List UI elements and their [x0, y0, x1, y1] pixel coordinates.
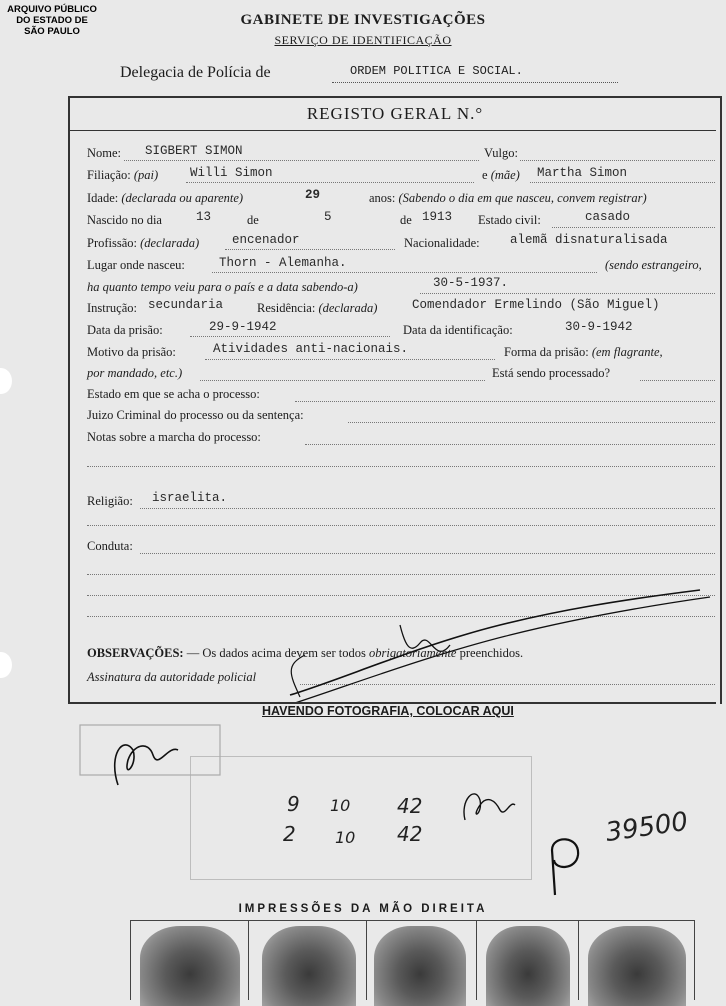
- instrucao-value: secundaria: [148, 298, 224, 312]
- dotted-line: [190, 336, 390, 337]
- fingerprint: [374, 926, 466, 1006]
- anos-label: [369, 191, 647, 206]
- stamp-date-month: 10: [335, 828, 356, 847]
- nome-value: SIGBERT SIMON: [145, 144, 243, 158]
- divider: [70, 130, 716, 131]
- mae-value: Martha Simon: [537, 166, 628, 180]
- mae-e: e: [482, 168, 488, 182]
- idade-hint: (declarada ou aparente): [121, 191, 244, 205]
- dotted-line: [186, 182, 474, 183]
- finger-divider: [476, 920, 477, 1000]
- dotted-line: [87, 466, 715, 467]
- dotted-line: [124, 160, 479, 161]
- profissao-value: encenador: [232, 233, 300, 247]
- dotted-line: [520, 160, 715, 161]
- profissao-label: [87, 236, 199, 251]
- forma-label: [504, 345, 663, 360]
- stamp-date-day: 2: [283, 822, 296, 846]
- finger-divider: [248, 920, 249, 1000]
- ano-value: 1913: [422, 210, 453, 224]
- stamp-date-month: 10: [330, 796, 351, 815]
- initials-scrawl: [78, 715, 228, 795]
- dotted-line: [212, 272, 597, 273]
- observacoes-em: obrigatoriamente: [368, 646, 457, 660]
- anos-text: anos:: [369, 191, 396, 205]
- fingerprint: [140, 926, 240, 1006]
- handwritten-number: 39500: [603, 806, 690, 848]
- signature-scrawl: [260, 585, 720, 710]
- punch-hole: [0, 652, 12, 678]
- profissao-hint: (declarada): [140, 236, 200, 250]
- dotted-line: [348, 422, 715, 423]
- dotted-line: [87, 574, 715, 575]
- forma-hint: por mandado, etc.): [87, 366, 183, 380]
- archive-line: DO ESTADO DE: [16, 15, 88, 26]
- stamp-date-year: 42: [397, 794, 423, 818]
- residencia-text: Residência:: [257, 301, 316, 315]
- finger-divider: [366, 920, 367, 1000]
- dotted-line: [295, 401, 715, 402]
- lugar-value: Thorn - Alemanha.: [219, 256, 347, 270]
- conduta-label: Conduta:: [87, 539, 133, 553]
- agency-title: GABINETE DE INVESTIGAÇÕES: [240, 12, 486, 28]
- data-ident-value: 30-9-1942: [565, 320, 633, 334]
- religiao-value: israelita.: [152, 491, 228, 505]
- notas-label: Notas sobre a marcha do processo:: [87, 430, 261, 444]
- fingerprint: [486, 926, 570, 1006]
- idade-label: [87, 191, 243, 206]
- dia-value: 13: [196, 210, 212, 224]
- instrucao-label: Instrução:: [87, 301, 137, 315]
- dotted-line: [140, 553, 715, 554]
- assinatura-label: Assinatura da autoridade policial: [87, 670, 257, 684]
- form-title: REGISTO GERAL N.°: [306, 104, 484, 123]
- dotted-line: [332, 82, 618, 83]
- observacoes-pre: — Os dados acima devem ser todos: [186, 646, 369, 660]
- archive-line: ARQUIVO PÚBLICO: [7, 4, 97, 15]
- pai-label: (pai): [133, 168, 159, 182]
- dotted-line: [205, 359, 495, 360]
- processado-label: Está sendo processado?: [492, 366, 611, 380]
- finger-divider: [130, 920, 131, 1000]
- dotted-line: [640, 380, 715, 381]
- nome-label: Nome:: [87, 146, 122, 160]
- forma-hint: (em flagrante,: [591, 345, 663, 359]
- pai-value: Willi Simon: [190, 166, 273, 180]
- idade-value: 29: [305, 188, 321, 202]
- photo-section-title: HAVENDO FOTOGRAFIA, COLOCAR AQUI: [262, 704, 514, 718]
- vulgo-label: Vulgo:: [484, 146, 518, 160]
- filiacao-label: [87, 168, 158, 183]
- residencia-label: [257, 301, 377, 316]
- archive-line: SÃO PAULO: [24, 26, 80, 37]
- de-label: de: [400, 213, 412, 227]
- estado-civil-label: Estado civil:: [478, 213, 541, 227]
- mae-label: [482, 168, 520, 183]
- finger-divider: [578, 920, 579, 1000]
- nacionalidade-value: alemã disnaturalisada: [510, 233, 668, 247]
- handwritten-p-scrawl: [540, 830, 590, 900]
- forma-text: Forma da prisão:: [504, 345, 589, 359]
- filiacao-text: Filiação:: [87, 168, 131, 182]
- nascido-label: Nascido no dia: [87, 213, 162, 227]
- dotted-line: [200, 380, 485, 381]
- punch-hole: [0, 368, 12, 394]
- dotted-line: [420, 293, 715, 294]
- dotted-line: [225, 249, 395, 250]
- data-chegada-value: 30-5-1937.: [433, 276, 509, 290]
- observacoes-label: OBSERVAÇÕES:: [87, 646, 184, 660]
- religiao-label: Religião:: [87, 494, 133, 508]
- mae-hint: (mãe): [490, 168, 520, 182]
- profissao-text: Profissão:: [87, 236, 137, 250]
- dotted-line: [305, 444, 715, 445]
- anos-hint: (Sabendo o dia em que nasceu, convem registrar): [398, 191, 647, 205]
- initials-scrawl: [455, 780, 525, 830]
- estado-processo-label: Estado em que se acha o processo:: [87, 387, 260, 401]
- tempo-hint: ha quanto tempo veiu para o país e a data sabendo-a): [87, 280, 358, 294]
- nacionalidade-label: Nacionalidade:: [404, 236, 480, 250]
- idade-text: Idade:: [87, 191, 119, 205]
- service-title: SERVIÇO DE IDENTIFICAÇÃO: [274, 33, 452, 47]
- fingerprint: [588, 926, 686, 1006]
- stamp-date-day: 9: [287, 792, 300, 816]
- estado-civil-value: casado: [585, 210, 631, 224]
- juizo-label: Juizo Criminal do processo ou da sentença:: [87, 408, 304, 422]
- data-prisao-value: 29-9-1942: [209, 320, 277, 334]
- finger-divider: [694, 920, 695, 1000]
- estrangeiro-hint: (sendo estrangeiro,: [605, 258, 702, 272]
- dotted-line: [552, 227, 715, 228]
- data-prisao-label: Data da prisão:: [87, 323, 163, 337]
- residencia-hint: (declarada): [318, 301, 378, 315]
- motivo-value: Atividades anti-nacionais.: [213, 342, 409, 356]
- observacoes-post: preenchidos.: [456, 646, 524, 660]
- de-label: de: [247, 213, 259, 227]
- dotted-line: [140, 508, 715, 509]
- lugar-label: Lugar onde nasceu:: [87, 258, 185, 272]
- fingerprint-heading: IMPRESSÕES DA MÃO DIREITA: [238, 903, 488, 915]
- dotted-line: [530, 182, 715, 183]
- residencia-value: Comendador Ermelindo (São Miguel): [412, 298, 660, 312]
- delegacia-value: ORDEM POLITICA E SOCIAL.: [350, 64, 523, 78]
- delegacia-label: Delegacia de Polícia de: [120, 64, 271, 81]
- stamp-date-year: 42: [397, 822, 423, 846]
- data-ident-label: Data da identificação:: [403, 323, 513, 337]
- motivo-label: Motivo da prisão:: [87, 345, 176, 359]
- divider: [130, 920, 694, 921]
- mes-value: 5: [324, 210, 332, 224]
- fingerprint: [262, 926, 356, 1006]
- dotted-line: [87, 525, 715, 526]
